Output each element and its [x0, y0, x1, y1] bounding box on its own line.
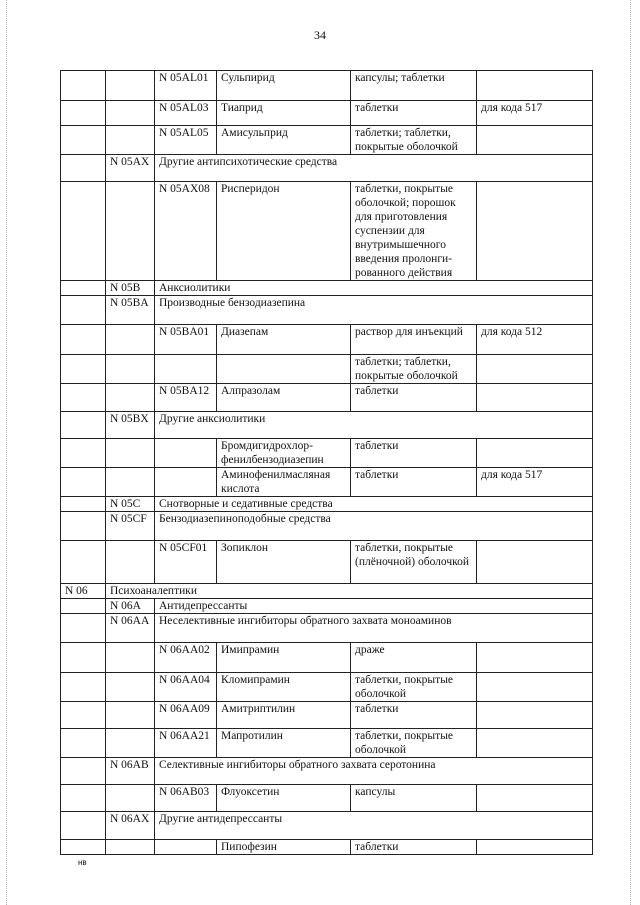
- table-row: [61, 702, 593, 729]
- empty-cell: [106, 355, 155, 384]
- note-cell: [477, 71, 593, 101]
- table-row: [61, 126, 593, 155]
- dosage-form-cell: драже: [351, 643, 477, 673]
- table-row: [61, 155, 593, 182]
- atc-code-cell: N 05AL01: [155, 71, 217, 101]
- empty-cell: [106, 71, 155, 101]
- empty-cell: [61, 785, 106, 812]
- atc-code-cell: [155, 439, 217, 468]
- atc-code-cell: N 05BA01: [155, 325, 217, 355]
- scan-edge-right: [630, 0, 631, 905]
- table-row: [61, 384, 593, 412]
- empty-cell: [106, 439, 155, 468]
- atc-title-cell: Психоаналептики: [106, 584, 593, 599]
- empty-cell: [61, 497, 106, 512]
- empty-cell: [106, 325, 155, 355]
- note-cell: для кода 517: [477, 468, 593, 497]
- empty-cell: [61, 155, 106, 182]
- atc-title-cell: Снотворные и седативные средства: [155, 497, 593, 512]
- empty-cell: [61, 702, 106, 729]
- atc-title-cell: Антидепрессанты: [155, 599, 593, 614]
- table-row: [61, 412, 593, 439]
- table-row: [61, 325, 593, 355]
- drug-name-cell: Сульпирид: [217, 71, 351, 101]
- drug-name-cell: Алпразолам: [217, 384, 351, 412]
- atc-code-cell: N 05CF: [106, 512, 155, 541]
- empty-cell: [106, 840, 155, 855]
- dosage-form-cell: таблетки: [351, 702, 477, 729]
- atc-title-cell: Неселективные ингибиторы обратного захвата моноаминов: [155, 614, 593, 643]
- atc-code-cell: [155, 840, 217, 855]
- empty-cell: [61, 101, 106, 126]
- atc-code-cell: [155, 355, 217, 384]
- atc-code-cell: N 06AA09: [155, 702, 217, 729]
- atc-code-cell: N 06: [61, 584, 106, 599]
- drug-table-container: [60, 70, 592, 855]
- empty-cell: [61, 599, 106, 614]
- note-cell: [477, 126, 593, 155]
- atc-code-cell: N 06AB: [106, 758, 155, 785]
- drug-name-cell: [217, 355, 351, 384]
- table-row: [61, 468, 593, 497]
- dosage-form-cell: капсулы: [351, 785, 477, 812]
- atc-code-cell: N 06A: [106, 599, 155, 614]
- atc-code-cell: N 06AX: [106, 812, 155, 840]
- empty-cell: [106, 541, 155, 584]
- atc-code-cell: N 05BA12: [155, 384, 217, 412]
- table-row: [61, 281, 593, 296]
- empty-cell: [61, 673, 106, 702]
- drug-name-cell: Тиаприд: [217, 101, 351, 126]
- empty-cell: [61, 512, 106, 541]
- atc-code-cell: N 06AA21: [155, 729, 217, 758]
- empty-cell: [61, 812, 106, 840]
- drug-name-cell: Флуоксетин: [217, 785, 351, 812]
- dosage-form-cell: таблетки; таблетки, покрытые оболочкой: [351, 126, 477, 155]
- empty-cell: [61, 758, 106, 785]
- atc-title-cell: Другие анксиолитики: [155, 412, 593, 439]
- empty-cell: [61, 439, 106, 468]
- note-cell: [477, 702, 593, 729]
- empty-cell: [61, 296, 106, 325]
- dosage-form-cell: таблетки: [351, 439, 477, 468]
- dosage-form-cell: таблетки: [351, 384, 477, 412]
- footer-initials: нв: [78, 858, 87, 867]
- empty-cell: [106, 785, 155, 812]
- empty-cell: [106, 729, 155, 758]
- dosage-form-cell: таблетки: [351, 101, 477, 126]
- note-cell: [477, 673, 593, 702]
- drug-table-body: [61, 71, 593, 855]
- drug-name-cell: Аминофенилмасляная кислота: [217, 468, 351, 497]
- atc-title-cell: Другие антипсихотические средства: [155, 155, 593, 182]
- note-cell: [477, 541, 593, 584]
- atc-title-cell: Селективные ингибиторы обратного захвата серотонина: [155, 758, 593, 785]
- atc-code-cell: N 05AL05: [155, 126, 217, 155]
- empty-cell: [106, 468, 155, 497]
- atc-title-cell: Другие антидепрессанты: [155, 812, 593, 840]
- empty-cell: [106, 702, 155, 729]
- empty-cell: [61, 281, 106, 296]
- table-row: [61, 541, 593, 584]
- empty-cell: [61, 614, 106, 643]
- dosage-form-cell: капсулы; таблетки: [351, 71, 477, 101]
- note-cell: [477, 729, 593, 758]
- drug-name-cell: Бромдигидрохлор- фенилбензодиазепин: [217, 439, 351, 468]
- atc-title-cell: Анксиолитики: [155, 281, 593, 296]
- empty-cell: [106, 101, 155, 126]
- note-cell: [477, 384, 593, 412]
- atc-code-cell: N 05CF01: [155, 541, 217, 584]
- table-row: [61, 840, 593, 855]
- empty-cell: [61, 643, 106, 673]
- note-cell: для кода 512: [477, 325, 593, 355]
- drug-name-cell: Амитриптилин: [217, 702, 351, 729]
- empty-cell: [61, 468, 106, 497]
- dosage-form-cell: раствор для инъекций: [351, 325, 477, 355]
- table-row: [61, 71, 593, 101]
- empty-cell: [106, 643, 155, 673]
- table-row: [61, 758, 593, 785]
- table-row: [61, 355, 593, 384]
- dosage-form-cell: таблетки, покрытые оболочкой: [351, 673, 477, 702]
- drug-name-cell: Мапротилин: [217, 729, 351, 758]
- dosage-form-cell: таблетки: [351, 840, 477, 855]
- dosage-form-cell: таблетки, покрытые оболочкой: [351, 729, 477, 758]
- atc-code-cell: N 05C: [106, 497, 155, 512]
- empty-cell: [61, 355, 106, 384]
- atc-code-cell: N 06AB03: [155, 785, 217, 812]
- table-row: [61, 512, 593, 541]
- dosage-form-cell: таблетки, покрытые оболочкой; порошок для приготовления суспензии для внутримышечного введения пролонги- рованного действия: [351, 182, 477, 281]
- atc-code-cell: N 05BX: [106, 412, 155, 439]
- table-row: [61, 673, 593, 702]
- empty-cell: [106, 673, 155, 702]
- atc-title-cell: Бензодиазепиноподобные средства: [155, 512, 593, 541]
- table-row: [61, 584, 593, 599]
- atc-code-cell: N 05B: [106, 281, 155, 296]
- atc-code-cell: N 06AA02: [155, 643, 217, 673]
- empty-cell: [61, 126, 106, 155]
- atc-code-cell: N 05AX08: [155, 182, 217, 281]
- drug-table: [60, 70, 593, 855]
- atc-code-cell: N 06AA04: [155, 673, 217, 702]
- atc-code-cell: [155, 468, 217, 497]
- note-cell: для кода 517: [477, 101, 593, 126]
- note-cell: [477, 439, 593, 468]
- empty-cell: [61, 541, 106, 584]
- table-row: [61, 497, 593, 512]
- note-cell: [477, 785, 593, 812]
- table-row: [61, 439, 593, 468]
- atc-code-cell: N 05AL03: [155, 101, 217, 126]
- table-row: [61, 182, 593, 281]
- table-row: [61, 785, 593, 812]
- dosage-form-cell: таблетки, покрытые (плёночной) оболочкой: [351, 541, 477, 584]
- atc-code-cell: N 05BA: [106, 296, 155, 325]
- drug-name-cell: Амисульприд: [217, 126, 351, 155]
- page-number: 34: [314, 28, 326, 42]
- empty-cell: [61, 840, 106, 855]
- empty-cell: [61, 729, 106, 758]
- empty-cell: [106, 384, 155, 412]
- note-cell: [477, 355, 593, 384]
- drug-name-cell: Зопиклон: [217, 541, 351, 584]
- table-row: [61, 296, 593, 325]
- note-cell: [477, 182, 593, 281]
- drug-name-cell: Кломипрамин: [217, 673, 351, 702]
- atc-code-cell: N 06AA: [106, 614, 155, 643]
- empty-cell: [106, 182, 155, 281]
- table-row: [61, 812, 593, 840]
- drug-name-cell: Имипрамин: [217, 643, 351, 673]
- note-cell: [477, 643, 593, 673]
- drug-name-cell: Пипофезин: [217, 840, 351, 855]
- empty-cell: [61, 325, 106, 355]
- table-row: [61, 729, 593, 758]
- drug-name-cell: Диазепам: [217, 325, 351, 355]
- empty-cell: [106, 126, 155, 155]
- note-cell: [477, 840, 593, 855]
- empty-cell: [61, 412, 106, 439]
- empty-cell: [61, 182, 106, 281]
- table-row: [61, 599, 593, 614]
- scan-edge-left: [6, 0, 7, 905]
- atc-code-cell: N 05AX: [106, 155, 155, 182]
- table-row: [61, 614, 593, 643]
- table-row: [61, 101, 593, 126]
- dosage-form-cell: таблетки; таблетки, покрытые оболочкой: [351, 355, 477, 384]
- drug-name-cell: Рисперидон: [217, 182, 351, 281]
- empty-cell: [61, 384, 106, 412]
- empty-cell: [61, 71, 106, 101]
- table-row: [61, 643, 593, 673]
- dosage-form-cell: таблетки: [351, 468, 477, 497]
- atc-title-cell: Производные бензодиазепина: [155, 296, 593, 325]
